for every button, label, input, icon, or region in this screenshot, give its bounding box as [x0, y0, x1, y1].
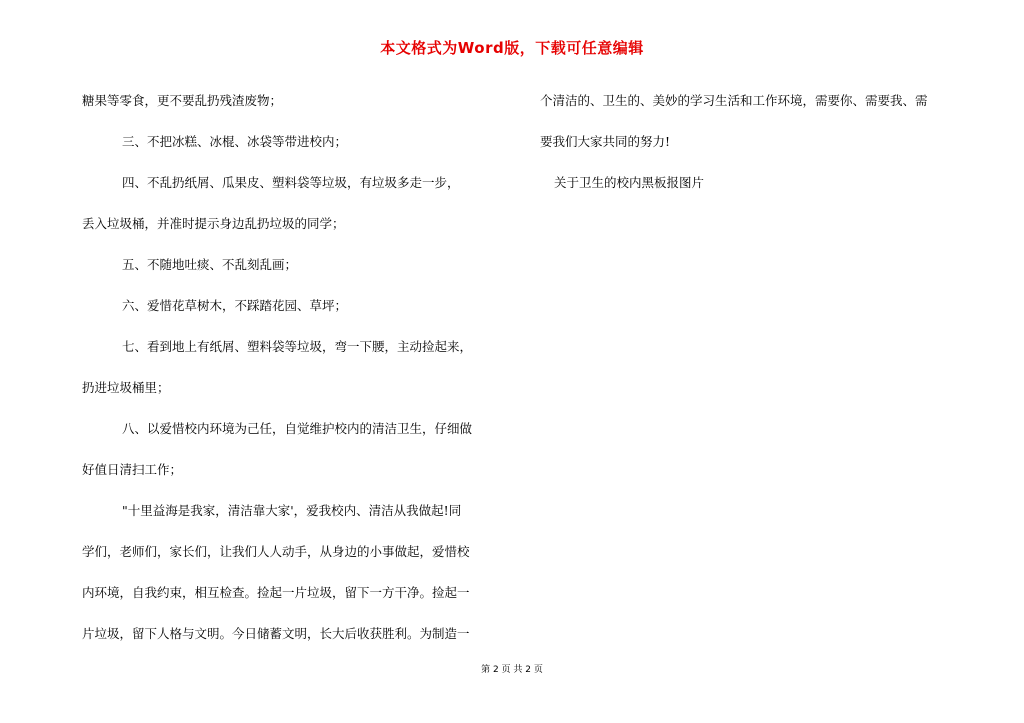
text-line: 好值日清扫工作；: [82, 462, 183, 477]
page-number-footer: 第 2 页 共 2 页: [481, 665, 543, 675]
text-line: 四、不乱扔纸屑、瓜果皮、塑料袋等垃圾，有垃圾多走一步，: [122, 175, 460, 190]
left-text-column: [82, 80, 522, 654]
text-line: 个清洁的、卫生的、美妙的学习生活和工作环境，需要你、需要我、需: [540, 93, 928, 108]
text-line: 片垃圾，留下人格与文明。今日储蓄文明，长大后收获胜利。为制造一: [82, 626, 470, 641]
text-line: 糖果等零食，更不要乱扔残渣废物；: [82, 93, 283, 108]
text-line: 扔进垃圾桶里；: [82, 380, 170, 395]
text-line: 内环境，自我约束，相互检查。捡起一片垃圾，留下一方干净。捡起一: [82, 585, 470, 600]
text-line: 要我们大家共同的努力!: [540, 134, 671, 149]
text-line: "十里益海是我家，清洁靠大家'，爱我校内、清洁从我做起!同: [122, 503, 462, 518]
text-line: 丢入垃圾桶，并准时提示身边乱扔垃圾的同学；: [82, 216, 345, 231]
right-text-column: [540, 80, 980, 203]
text-line: 三、不把冰糕、冰棍、冰袋等带进校内；: [122, 134, 348, 149]
text-line: 五、不随地吐痰、不乱刻乱画；: [122, 257, 298, 272]
text-line: 六、爱惜花草树木，不踩踏花园、草坪；: [122, 298, 348, 313]
text-line: 关于卫生的校内黑板报图片: [554, 175, 705, 190]
text-line: 七、看到地上有纸屑、塑料袋等垃圾，弯一下腰，主动捡起来，: [122, 339, 473, 354]
text-line: 八、以爱惜校内环境为己任，自觉维护校内的清洁卫生，仔细做: [122, 421, 473, 436]
text-line: 学们，老师们，家长们，让我们人人动手，从身边的小事做起，爱惜校: [82, 544, 470, 559]
document-header-title: 本文格式为Word版，下载可任意编辑: [380, 39, 644, 57]
